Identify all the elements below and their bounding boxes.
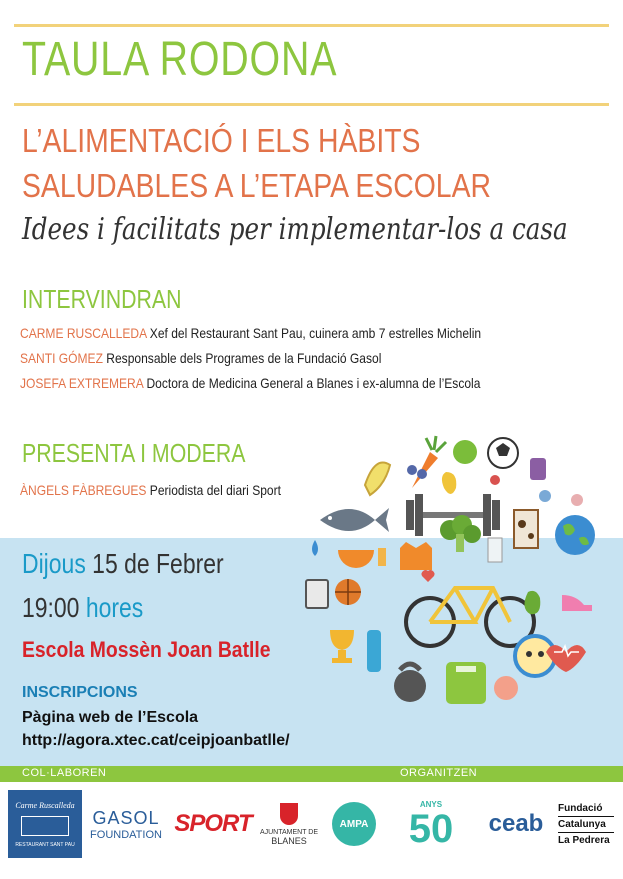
health-illustration [300, 430, 600, 720]
event-date [22, 548, 224, 580]
moderator-name: ÀNGELS FÀBREGUES [20, 482, 147, 498]
pedrera-line3: La Pedrera [558, 834, 610, 846]
fish-icon [320, 508, 389, 532]
juice-icon [378, 548, 386, 566]
ruscalleda-logo-sub: RESTAURANT SANT PAU [15, 841, 75, 848]
heart-icon [422, 570, 435, 582]
heading-line-1: L’ALIMENTACIÓ I ELS HÀBITS [22, 122, 421, 159]
speaker-row [20, 350, 381, 366]
bell-pepper-icon [524, 591, 540, 614]
pedrera-line2: Catalunya [558, 817, 614, 833]
speaker-desc: Doctora de Medicina General a Blanes i ex-alumna de l’Escola [146, 375, 481, 391]
title-rule [14, 103, 609, 106]
moderator-row [20, 482, 281, 498]
trophy-icon [330, 630, 354, 663]
apple-icon [453, 440, 477, 464]
gasol-logo-name: GASOL [92, 807, 160, 828]
orange-slice-icon [338, 550, 374, 568]
pedrera-logo [558, 790, 618, 858]
sport-logo: SPORT [174, 810, 252, 837]
fifty-years-logo [388, 790, 474, 858]
moderator-desc: Periodista del diari Sport [149, 482, 281, 498]
gasol-logo [86, 790, 166, 858]
event-venue: Escola Mossèn Joan Batlle [22, 637, 271, 662]
blueberries-icon [407, 465, 417, 475]
jar-icon [530, 458, 546, 480]
bicycle-icon [406, 588, 534, 646]
ajuntament-line1: AJUNTAMENT DE [259, 828, 319, 836]
gasol-logo-sub: FOUNDATION [90, 828, 162, 841]
event-day: Dijous [22, 548, 86, 579]
speaker-desc: Xef del Restaurant Sant Pau, cuinera amb 7 estrelles Michelin [149, 325, 482, 341]
kettlebell-icon [394, 664, 426, 702]
fifty-years-number: 50 [408, 806, 454, 851]
speaker-desc: Responsable dels Programes de la Fundació Gasol [106, 350, 382, 366]
carrot-icon [412, 436, 446, 488]
coat-of-arms-icon [280, 803, 298, 825]
pedrera-line1: Fundació [558, 801, 614, 817]
tank-top-icon [400, 542, 432, 570]
registration-heading: INSCRIPCIONS [22, 684, 138, 701]
ruscalleda-logo [8, 790, 82, 858]
pepper-icon [442, 472, 456, 494]
speaker-name: SANTI GÓMEZ [20, 350, 103, 366]
globe-icon [555, 515, 595, 555]
ampa-logo [324, 790, 384, 858]
broccoli-icon [440, 515, 481, 552]
event-time-unit: hores [85, 592, 144, 623]
building-icon [21, 816, 69, 836]
registration-label: Pàgina web de l’Escola [22, 709, 199, 726]
ajuntament-line2: BLANES [271, 835, 307, 846]
organize-label: ORGANITZEN [400, 767, 478, 779]
moderator-heading: PRESENTA I MODERA [22, 438, 246, 468]
tape-measure-icon [365, 463, 390, 496]
collaborate-label: COL·LABOREN [22, 767, 107, 779]
speaker-row [20, 375, 480, 391]
registration-url[interactable]: http://agora.xtec.cat/ceipjoanbatlle/ [22, 732, 290, 749]
event-date-value: 15 de Febrer [92, 548, 224, 579]
ajuntament-logo [258, 790, 320, 858]
sneaker-icon [562, 595, 592, 611]
subtitle: Idees i facilitats per implementar-los a casa [22, 212, 568, 247]
milk-carton-icon [514, 510, 538, 548]
milk-glass-icon [488, 538, 502, 562]
water-drop-icon [312, 540, 318, 556]
speaker-row [20, 325, 481, 341]
top-rule [14, 24, 609, 27]
ruscalleda-logo-name: Carme Ruscalleda [15, 800, 75, 810]
speaker-name: CARME RUSCALLEDA [20, 325, 147, 341]
pill-icon-a [490, 475, 500, 485]
fifty-years-label: ANYS [419, 799, 443, 809]
grapefruit-icon [494, 676, 518, 700]
event-time [22, 592, 143, 624]
page-title: TAULA RODONA [22, 33, 338, 86]
ceab-logo: ceab [488, 810, 544, 837]
heading-line-2: SALUDABLES A L’ETAPA ESCOLAR [22, 167, 492, 204]
ampa-logo-text: AMPA [332, 802, 376, 846]
clipboard-icon [306, 580, 328, 608]
event-time-value: 19:00 [22, 592, 80, 623]
sport-bottle-icon [367, 630, 381, 672]
speakers-heading: INTERVINDRAN [22, 284, 182, 314]
speaker-name: JOSEFA EXTREMERA [20, 375, 144, 391]
